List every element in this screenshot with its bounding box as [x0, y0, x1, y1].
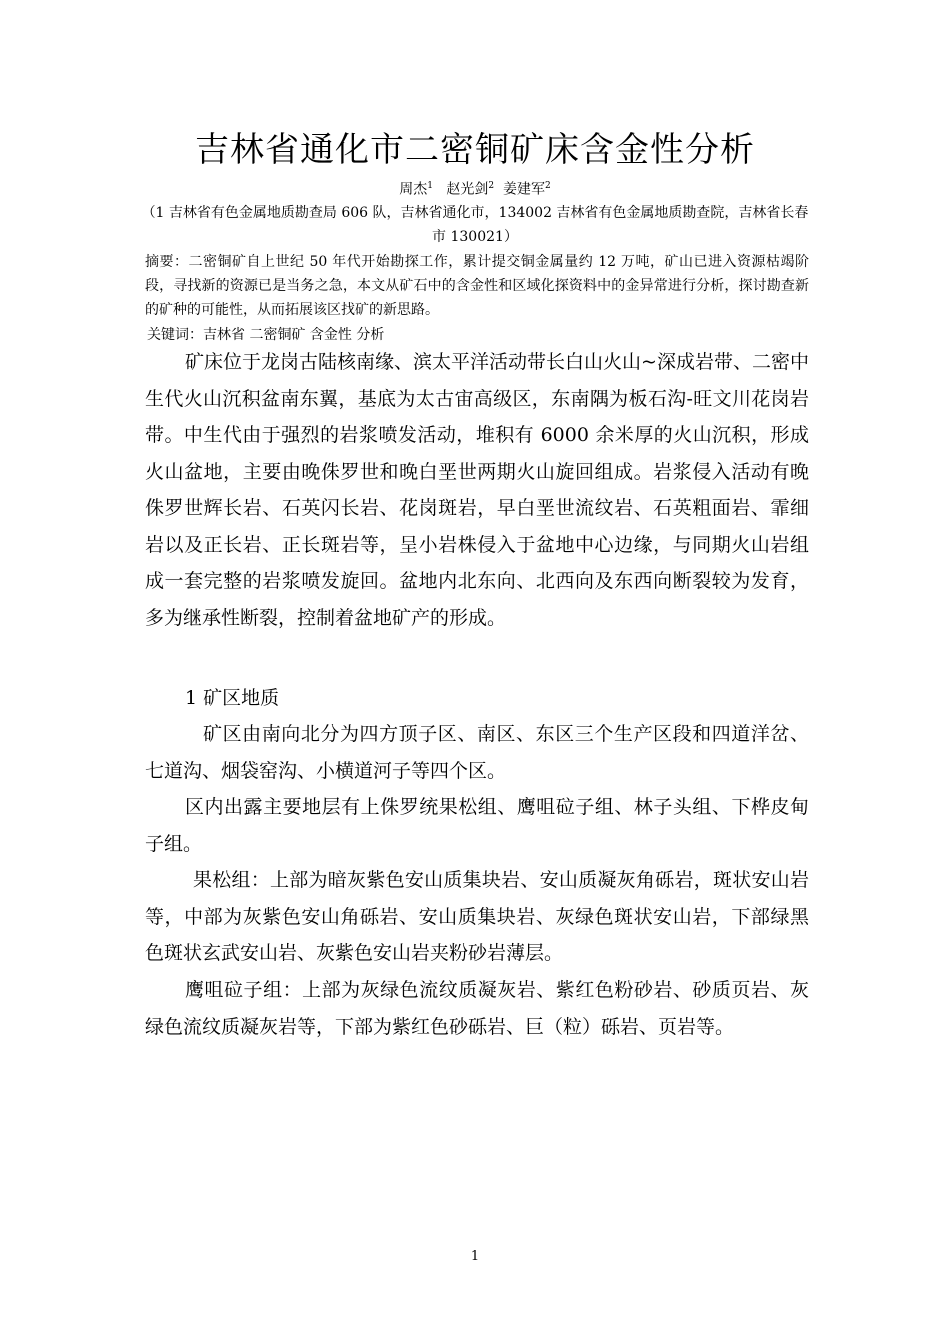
- author-affiliation-mark: 2: [545, 181, 551, 191]
- section-heading: 1 矿区地质: [185, 687, 280, 709]
- body-paragraph: 鹰咀砬子组：上部为灰绿色流纹质凝灰岩、紫红色粉砂岩、砂质页岩、灰绿色流纹质凝灰岩等，下部为紫红色砂砾岩、巨（粒）砾岩、页岩等。: [145, 979, 809, 1038]
- author-name: 姜建军: [503, 181, 545, 198]
- body-paragraph: 区内出露主要地层有上侏罗统果松组、鹰咀砬子组、林子头组、下桦皮甸子组。: [145, 796, 809, 855]
- author-list: [0, 176, 950, 200]
- paper-title: 吉林省通化市二密铜矿床含金性分析: [195, 130, 755, 170]
- page-number: 1: [470, 1249, 480, 1264]
- keywords: 关键词：吉林省 二密铜矿 含金性 分析: [147, 327, 385, 343]
- body-paragraph: 矿区由南向北分为四方顶子区、南区、东区三个生产区段和四道洋岔、七道沟、烟袋窑沟、小横道河子等四个区。: [145, 723, 809, 782]
- body-paragraph: 果松组：上部为暗灰紫色安山质集块岩、安山质凝灰角砾岩，斑状安山岩等，中部为灰紫色安山角砾岩、安山质集块岩、灰绿色斑状安山岩，下部绿黑色斑状玄武安山岩、灰紫色安山岩夹粉砂岩薄层。: [145, 869, 809, 964]
- abstract: 摘要：二密铜矿自上世纪 50 年代开始勘探工作，累计提交铜金属量约 12 万吨，矿山已进入资源枯竭阶段，寻找新的资源已是当务之急，本文从矿石中的含金性和区域化探资料中的金异常进行分析，探讨勘查新的矿种的可能性，从而拓展该区找矿的新思路。: [145, 254, 809, 318]
- author-name: 赵光剑: [446, 181, 489, 198]
- author-affiliation: （1 吉林省有色金属地质勘查局 606 队，吉林省通化市，134002 吉林省有色金属地质勘查院，吉林省长春市 130021）: [141, 205, 809, 245]
- body-paragraph: 矿床位于龙岗古陆核南缘、滨太平洋活动带长白山火山~深成岩带、二密中生代火山沉积盆南东翼，基底为太古宙高级区，东南隅为板石沟-旺文川花岗岩带。中生代由于强烈的岩浆喷发活动，堆积有 6000 余米厚的火山沉积，形成火山盆地，主要由晚侏罗世和晚白垩世两期火山旋回组成。岩浆侵入活动有晚侏罗世辉长岩、石英闪长岩、花岗斑岩，早白垩世流纹岩、石英粗面岩、霏细岩以及正长岩、正长斑岩等，呈小岩株侵入于盆地中心边缘，与同期火山岩组成一套完整的岩浆喷发旋回。盆地内北东向、北西向及东西向断裂较为发育，多为继承性断裂，控制着盆地矿产的形成。: [145, 351, 809, 629]
- author-affiliation-mark: 1: [427, 181, 433, 191]
- author-affiliation-mark: 2: [488, 181, 495, 191]
- author-name: 周杰: [399, 181, 428, 198]
